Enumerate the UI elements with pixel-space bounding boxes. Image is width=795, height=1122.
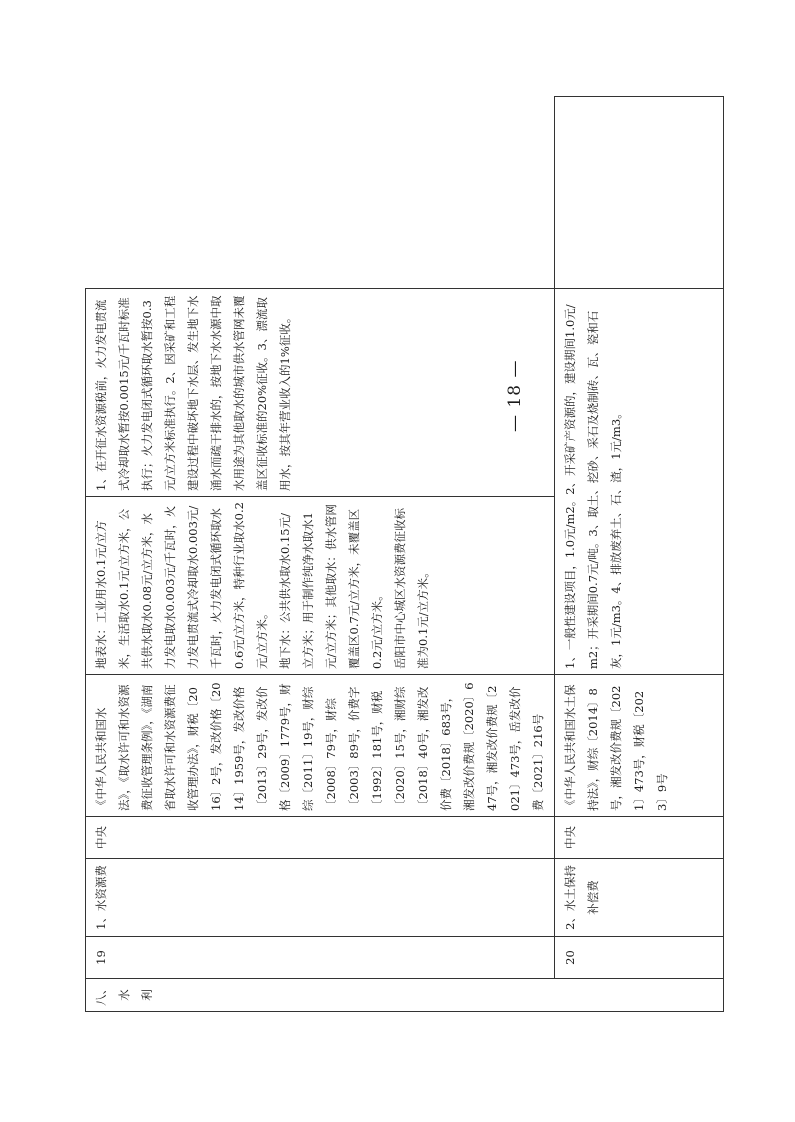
- standard-paragraph: 1、一般性建设项目，1.0元/m2。2、开采矿产资源的，建设期间1.0元/m2；开采期间0.7元/吨。3、取土、挖砂、采石及烧制砖、瓦、瓷和石灰，1元/m3。4、排放废弃土、石、渣，1元/m3。: [563, 304, 623, 669]
- category-cell: 八、水利: [86, 979, 724, 1012]
- table-row: [555, 97, 724, 1012]
- page-number: — 18 —: [505, 359, 525, 432]
- approval-level: 中央: [555, 817, 724, 859]
- standard-paragraph: 地表水：工业用水0.1元/立方米，生活取水0.1元/立方米，公共供水取水0.08元/立方米，水力发电取水0.003元/千瓦时，火力发电贯流式冷却取水0.003元/千瓦时，火力发电闭式循环取水0.6元/立方米，特种行业取水0.2元/立方米。: [94, 502, 269, 669]
- policy-basis: 《中华人民共和国水法》，《取水许可和水资源费征收管理条例》，《湖南省取水许可和水资源费征收管理办法》，财税〔2016〕2号，发改价格〔2014〕1959号，发改价格〔2013〕29号，发改价格〔2009〕1779号，财综〔2011〕19号，财综〔2008〕79号，财综〔2003〕89号，价费字〔1992〕181号，财税〔2020〕15号，湘财综〔2018〕40号，湘发改价费〔2018〕683号，湘发改价费规〔2020〕647号，湘发改价费规〔2021〕473号，岳发改价费〔2021〕216号: [86, 675, 555, 817]
- remarks: [555, 97, 724, 289]
- fee-standard: [86, 497, 555, 675]
- standard-paragraph: 地下水：公共供水取水0.15元/立方米；用于制作纯净水取水1元/立方米；其他取水：供水管网覆盖区0.7元/立方米，未覆盖区0.2元/立方米。: [278, 504, 384, 669]
- fee-table: [85, 96, 724, 1012]
- fee-name: 2、水土保持补偿费: [555, 859, 724, 937]
- fee-name: 1、水资源费: [86, 859, 555, 937]
- policy-basis: 《中华人民共和国水土保持法》，财综〔2014〕8号，湘发改价费规〔2021〕473号，财税〔2023〕9号: [555, 675, 724, 817]
- item-number: 19: [86, 937, 555, 979]
- item-number: 20: [555, 937, 724, 979]
- standard-paragraph: 岳阳市中心城区水资源费征收标准为0.1元/立方米。: [393, 508, 430, 669]
- remarks: 1、在开征水资源税前，火力发电贯流式冷却取水暂按0.0015元/千瓦时标准执行；火力发电闭式循环取水暂按0.3元/立方米标准执行。2、因采矿和工程建设过程中破坏地下水层、发生地下水涌水而疏干排水的，按地下水水源中取水用途为其他取水的城市供水管网未覆盖区征收标准的20%征收。3、漂流取用水，按其年营业收入的1%征收。: [86, 289, 555, 497]
- table-row: [86, 97, 555, 1012]
- approval-level: 中央: [86, 817, 555, 859]
- fee-standard: [555, 289, 724, 675]
